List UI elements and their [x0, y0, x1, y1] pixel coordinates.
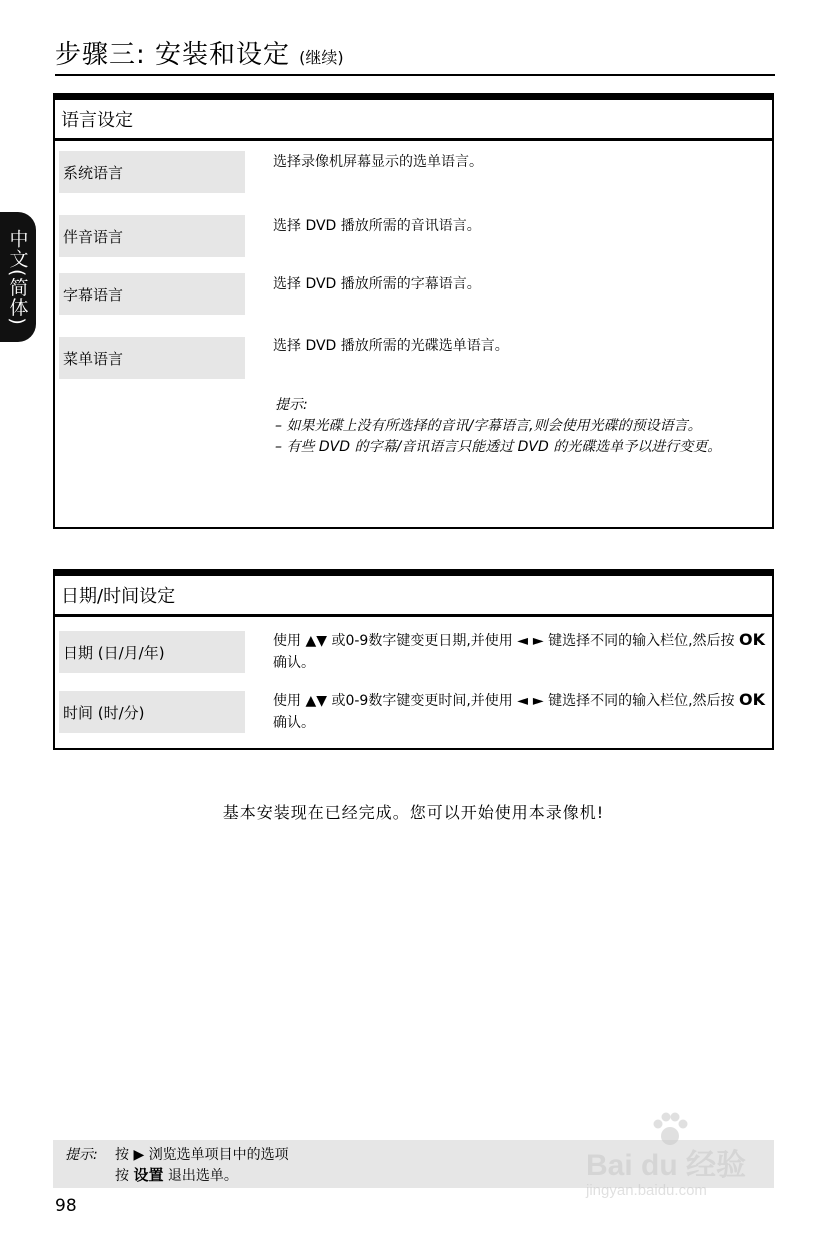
watermark-url: jingyan.baidu.com	[586, 1182, 707, 1199]
language-tip	[275, 395, 770, 458]
setup-key-label: 设置	[133, 1166, 164, 1184]
footer-tip-line2-a: 按	[115, 1168, 129, 1184]
date-desc-d: 确认。	[273, 655, 315, 671]
footer-tip-line2	[115, 1164, 238, 1185]
system-language-label: 系统语言	[59, 151, 245, 193]
subtitle-language-desc: 选择 DVD 播放所需的字幕语言。	[273, 276, 481, 292]
baidu-watermark	[586, 1110, 776, 1205]
time-desc-d: 确认。	[273, 715, 315, 731]
date-desc	[273, 629, 768, 674]
time-desc-a: 使用	[273, 693, 301, 709]
ok-key-label: OK	[739, 630, 766, 649]
page-number: 98	[55, 1196, 77, 1216]
footer-tip-line1-b: 浏览选单项目中的选项	[148, 1147, 289, 1163]
datetime-settings-box	[53, 569, 774, 750]
language-tip-title: 提示:	[275, 397, 308, 413]
play-arrow-icon: ▶	[133, 1147, 145, 1163]
language-side-tab	[0, 212, 36, 342]
subtitle-language-label: 字幕语言	[59, 273, 245, 315]
time-label: 时间 (时/分)	[59, 691, 245, 733]
footer-tip-line1-a: 按	[115, 1147, 129, 1163]
date-desc-c: 键选择不同的输入栏位,然后按	[548, 633, 735, 649]
time-desc-c: 键选择不同的输入栏位,然后按	[548, 693, 735, 709]
title-divider	[55, 74, 775, 76]
language-tip-line1: – 如果光碟上没有所选择的音讯/字幕语言,则会使用光碟的预设语言。	[275, 418, 702, 434]
date-desc-b: 或0-9数字键变更日期,并使用	[331, 633, 513, 649]
system-language-desc: 选择录像机屏幕显示的选单语言。	[273, 154, 483, 170]
language-tip-line2: – 有些 DVD 的字幕/音讯语言只能透过 DVD 的光碟选单予以进行变更。	[275, 439, 722, 455]
title-subtitle: (继续)	[299, 48, 344, 67]
footer-tip-line1	[115, 1144, 289, 1164]
page-title	[55, 34, 775, 74]
time-desc	[273, 689, 768, 734]
datetime-settings-heading: 日期/时间设定	[55, 571, 772, 617]
up-down-arrows-icon: ▲▼	[305, 693, 327, 709]
menu-language-label: 菜单语言	[59, 337, 245, 379]
title-main: 步骤三: 安装和设定	[55, 40, 291, 70]
date-desc-a: 使用	[273, 633, 301, 649]
footer-tip-label: 提示:	[65, 1147, 98, 1163]
language-settings-box	[53, 93, 774, 529]
date-label: 日期 (日/月/年)	[59, 631, 245, 673]
footer-tip-line2-b: 退出选单。	[167, 1168, 238, 1184]
completion-message: 基本安装现在已经完成。您可以开始使用本录像机!	[222, 803, 605, 822]
watermark-brand: Bai du 经验	[586, 1149, 747, 1182]
time-desc-b: 或0-9数字键变更时间,并使用	[331, 693, 513, 709]
menu-language-desc: 选择 DVD 播放所需的光碟选单语言。	[273, 338, 509, 354]
audio-language-label: 伴音语言	[59, 215, 245, 257]
up-down-arrows-icon: ▲▼	[305, 633, 327, 649]
language-settings-heading: 语言设定	[55, 95, 772, 141]
left-right-arrows-icon: ◄ ►	[517, 693, 544, 709]
side-tab-label: 中文(简体)	[6, 228, 29, 326]
left-right-arrows-icon: ◄ ►	[517, 633, 544, 649]
audio-language-desc: 选择 DVD 播放所需的音讯语言。	[273, 218, 481, 234]
ok-key-label: OK	[739, 690, 766, 709]
